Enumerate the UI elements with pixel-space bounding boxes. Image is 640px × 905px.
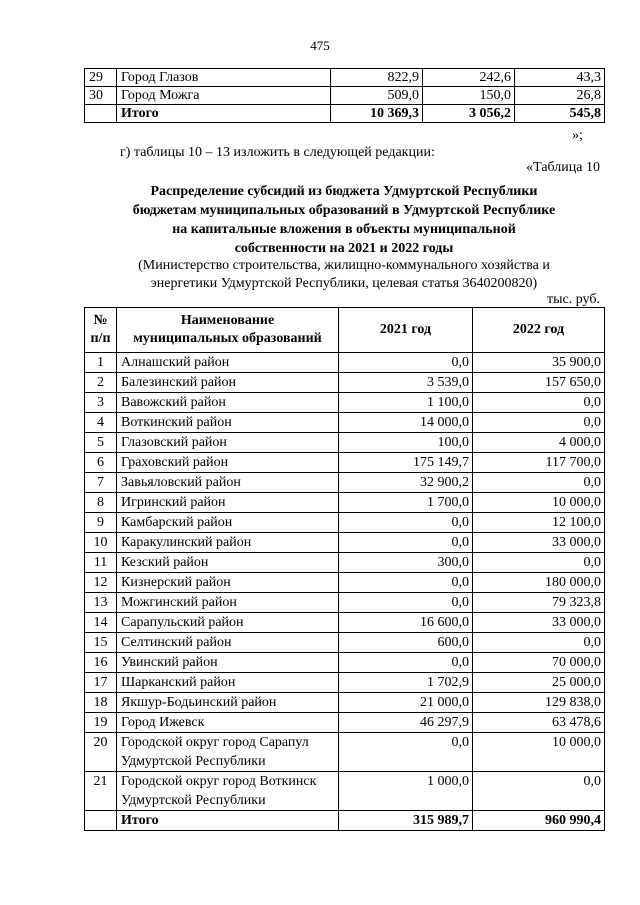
row-number: 7 [85,473,117,493]
table-row [85,373,605,393]
row-number: 3 [85,393,117,413]
row-name: Воткинский район [117,413,339,433]
units-label: тыс. руб. [547,292,600,307]
row-value-2022: 70 000,0 [473,653,605,673]
row-value-2022: 0,0 [473,553,605,573]
row-name: Вавожский район [117,393,339,413]
row-value-2021: 32 900,2 [339,473,473,493]
row-name: Сарапульский район [117,613,339,633]
row-number: 29 [85,69,117,87]
table-row [85,713,605,733]
row-name: Шарканский район [117,673,339,693]
row-number: 14 [85,613,117,633]
row-value: 822,9 [331,69,423,87]
header-row [85,308,605,353]
row-value-2021: 0,0 [339,653,473,673]
row-value: 43,3 [515,69,605,87]
row-value-2021: 175 149,7 [339,453,473,473]
row-value: 26,8 [515,87,605,105]
header-name: Наименование муниципальных образований [117,308,339,353]
row-value-2022: 25 000,0 [473,673,605,693]
total-value-2022: 960 990,4 [473,811,605,831]
row-number: 8 [85,493,117,513]
row-value-2022: 0,0 [473,413,605,433]
row-value-2021: 3 539,0 [339,373,473,393]
header-number: № п/п [85,308,117,353]
total-row [85,811,605,831]
header-2021: 2021 год [339,308,473,353]
row-name: Городской округ город Воткинск Удмуртской Республики [117,772,339,811]
row-value-2021: 600,0 [339,633,473,653]
row-number: 13 [85,593,117,613]
row-name: Кезский район [117,553,339,573]
row-value-2021: 1 702,9 [339,673,473,693]
total-row [85,105,605,123]
row-value-2021: 0,0 [339,513,473,533]
row-number: 12 [85,573,117,593]
table-row [85,413,605,433]
row-number: 18 [85,693,117,713]
row-value-2021: 46 297,9 [339,713,473,733]
table-title: Распределение субсидий из бюджета Удмуртской Республики бюджетам муниципальных образований в Удмуртской Республике на капитальные вложения в объекты муниципальной собственности на 2021 и 2022 годы [132,184,556,256]
row-value: 242,6 [423,69,515,87]
row-value: 509,0 [331,87,423,105]
previous-table-tail [84,68,605,123]
row-number: 19 [85,713,117,733]
row-name: Город Ижевск [117,713,339,733]
header-2022: 2022 год [473,308,605,353]
table-row [85,453,605,473]
table-reference: «Таблица 10 [526,160,600,175]
row-value-2022: 10 000,0 [473,733,605,772]
row-value-2021: 0,0 [339,593,473,613]
row-value-2022: 12 100,0 [473,513,605,533]
row-number: 9 [85,513,117,533]
table-subtitle: (Министерство строительства, жилищно-коммунального хозяйства и энергетики Удмуртской Республики, целевая статья 3640200820) [138,258,550,291]
row-value-2022: 33 000,0 [473,533,605,553]
row-name: Город Можга [117,87,331,105]
row-number: 2 [85,373,117,393]
closing-quote: »; [572,128,583,143]
row-number: 17 [85,673,117,693]
total-value-2021: 315 989,7 [339,811,473,831]
row-value-2021: 21 000,0 [339,693,473,713]
row-value-2022: 129 838,0 [473,693,605,713]
total-value: 545,8 [515,105,605,123]
row-name: Камбарский район [117,513,339,533]
table-row [85,653,605,673]
row-name: Каракулинский район [117,533,339,553]
table-row [85,553,605,573]
row-number: 4 [85,413,117,433]
row-number: 5 [85,433,117,453]
row-value-2021: 1 700,0 [339,493,473,513]
row-name: Глазовский район [117,433,339,453]
row-name: Граховский район [117,453,339,473]
page-number: 475 [310,38,330,53]
row-number: 10 [85,533,117,553]
total-value: 3 056,2 [423,105,515,123]
row-value-2022: 4 000,0 [473,433,605,453]
row-name: Увинский район [117,653,339,673]
row-value-2021: 14 000,0 [339,413,473,433]
row-value-2022: 10 000,0 [473,493,605,513]
row-value-2021: 16 600,0 [339,613,473,633]
row-value-2021: 100,0 [339,433,473,453]
subsidy-table [84,307,605,831]
table-row [85,393,605,413]
total-label: Итого [117,105,331,123]
table-row [85,693,605,713]
table-row [85,573,605,593]
table-row [85,513,605,533]
row-name: Селтинский район [117,633,339,653]
row-value-2022: 79 323,8 [473,593,605,613]
row-name: Можгинский район [117,593,339,613]
row-value-2022: 35 900,0 [473,353,605,373]
row-value-2022: 0,0 [473,633,605,653]
row-number: 6 [85,453,117,473]
row-value-2021: 1 100,0 [339,393,473,413]
table-row [85,69,605,87]
row-number: 15 [85,633,117,653]
table-row [85,493,605,513]
row-number: 1 [85,353,117,373]
row-number: 20 [85,733,117,772]
total-value: 10 369,3 [331,105,423,123]
table-row [85,633,605,653]
table-row [85,673,605,693]
total-label: Итого [117,811,339,831]
table-row [85,433,605,453]
table-row [85,353,605,373]
row-number: 21 [85,772,117,811]
table-row [85,733,605,772]
total-empty [85,811,117,831]
row-value-2022: 157 650,0 [473,373,605,393]
row-value-2022: 0,0 [473,473,605,493]
row-value-2022: 63 478,6 [473,713,605,733]
table-row [85,593,605,613]
table-row [85,473,605,493]
row-name: Балезинский район [117,373,339,393]
row-value-2021: 0,0 [339,733,473,772]
row-name: Город Глазов [117,69,331,87]
row-value-2022: 0,0 [473,772,605,811]
row-name: Кизнерский район [117,573,339,593]
row-value: 150,0 [423,87,515,105]
row-name: Алнашский район [117,353,339,373]
row-name: Городской округ город Сарапул Удмуртской Республики [117,733,339,772]
instruction-text: г) таблицы 10 – 13 изложить в следующей редакции: [120,145,435,160]
row-value-2022: 180 000,0 [473,573,605,593]
row-value-2021: 300,0 [339,553,473,573]
row-number: 11 [85,553,117,573]
row-value-2021: 0,0 [339,533,473,553]
row-number: 30 [85,87,117,105]
row-name: Завьяловский район [117,473,339,493]
row-value-2021: 1 000,0 [339,772,473,811]
row-value-2021: 0,0 [339,573,473,593]
table-row [85,533,605,553]
row-value-2022: 33 000,0 [473,613,605,633]
table-row [85,613,605,633]
row-name: Якшур-Бодьинский район [117,693,339,713]
row-value-2022: 117 700,0 [473,453,605,473]
row-value-2022: 0,0 [473,393,605,413]
table-row [85,772,605,811]
row-value-2021: 0,0 [339,353,473,373]
row-name: Игринский район [117,493,339,513]
row-number: 16 [85,653,117,673]
table-row [85,87,605,105]
